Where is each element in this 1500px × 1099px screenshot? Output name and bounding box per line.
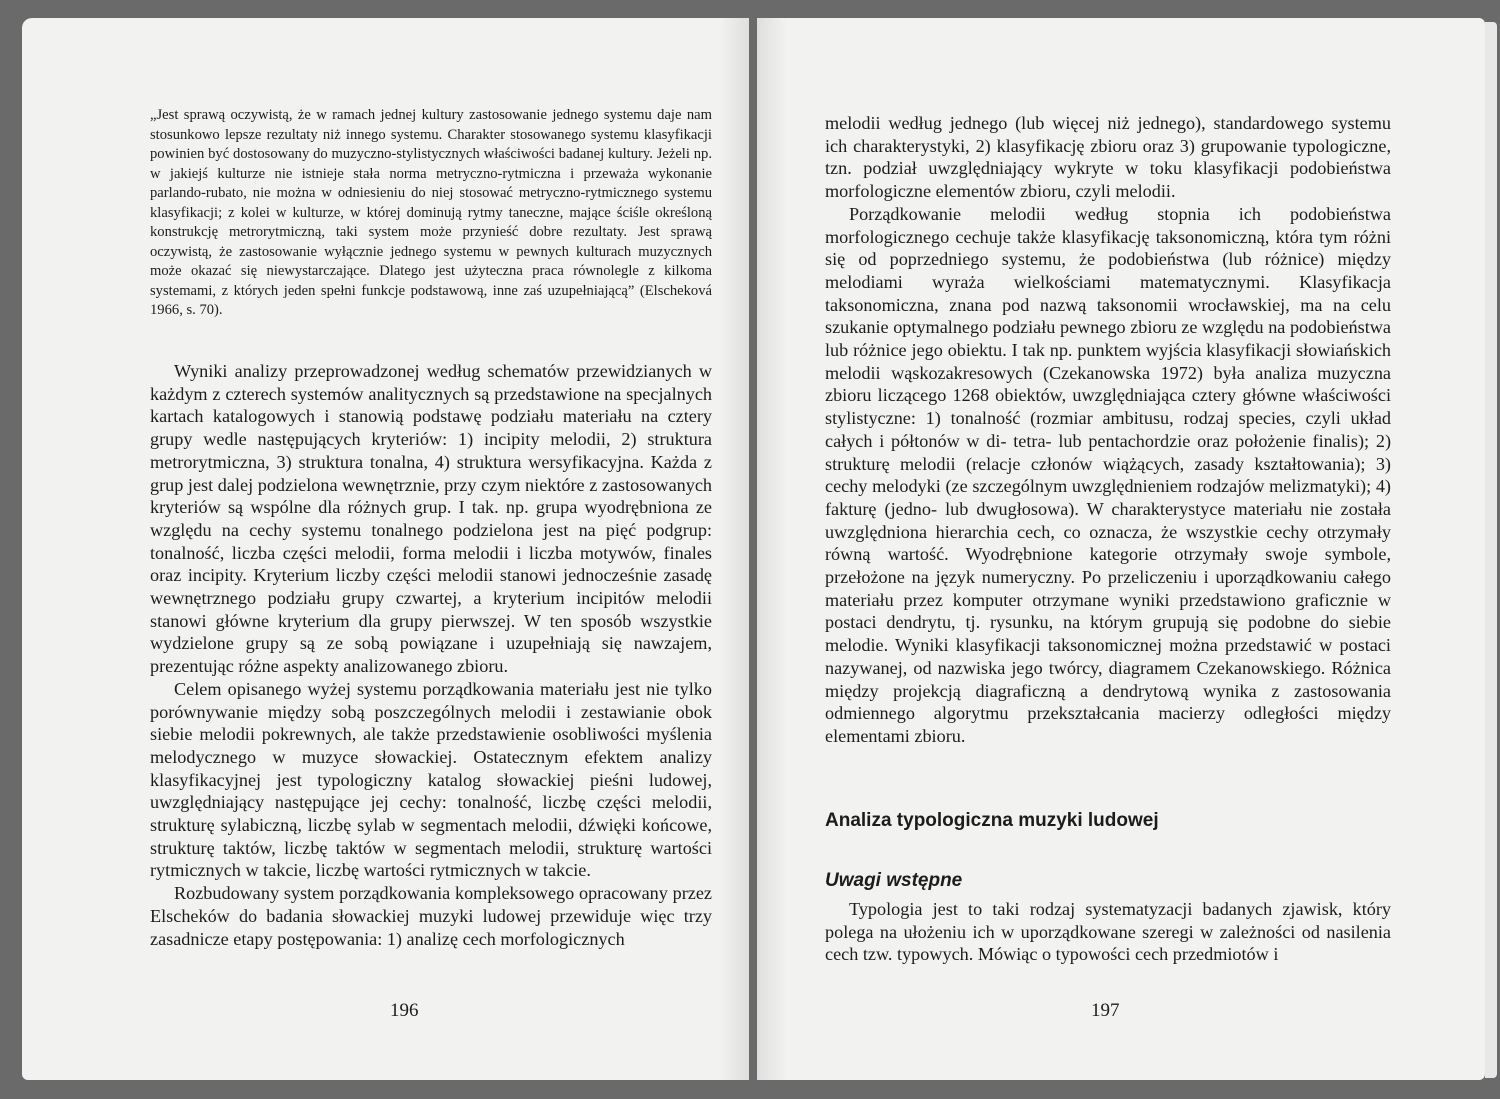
paragraph: Celem opisanego wyżej systemu porządkowania materiału jest nie tylko porównywanie między sobą poszczególnych melodii i zestawianie obok siebie melodii pokrewnych, ale także przedstawienie osobliwości myślenia melodycznego w muzyce słowackiej. Ostatecznym efektem analizy klasyfikacyjnej jest typologiczny katalog słowackiej pieśni ludowej, uwzględniający następujące jej cechy: tonalność, liczbę części melodii, strukturę sylabiczną, liczbę sylab w segmentach melodii, dźwięki końcowe, strukturę taktów, liczbę taktów w segmentach melodii, strukturę wartości rytmicznych w takcie, liczbę wartości rytmicznych w takcie. (150, 678, 712, 881)
page-number: 197 (1091, 1000, 1120, 1021)
paragraph: Typologia jest to taki rodzaj systematyzacji badanych zjawisk, który polega na ułożeniu ich w uporządkowane szeregi w zależności od nasilenia cech tzw. typowych. Mówiąc o typowości cech przedmiotów i (825, 899, 1391, 965)
sub-heading: Uwagi wstępne (825, 870, 963, 891)
gutter-shadow (719, 18, 749, 1080)
paragraph: Wyniki analizy przeprowadzonej według schematów przewidzianych w każdym z czterech systemów analitycznych są przedstawione na specjalnych kartach katalogowych i stanowią podstawę podziału materiału na cztery grupy wedle następujących kryteriów: 1) incipity melodii, 2) struktura metrorytmiczna, 3) struktura tonalna, 4) struktura wersyfikacyjna. Każda z grup jest dalej podzielona wewnętrznie, przy czym niektóre z zastosowanych kryteriów są wspólne dla różnych grup. I tak. np. grupa wyodrębniona ze względu na cechy systemu tonalnego podzielona jest na pięć podgrup: tonalność, liczba części melodii, forma melodii i liczba motywów, finales oraz incipity. Kryterium liczby części melodii stanowi jednocześnie zasadę wewnętrznego podziału grupy czwartej, a kryterium incipitów melodii stanowi główne kryterium dla grupy pierwszej. W ten sposób wszystkie wydzielone grupy są ze sobą powiązane i uzupełniają się nawzajem, prezentując różne aspekty analizowanego zbioru. (150, 361, 712, 677)
gutter-shadow (757, 18, 787, 1080)
section-heading: Analiza typologiczna muzyki ludowej (825, 810, 1159, 831)
paragraph: Rozbudowany system porządkowania kompleksowego opracowany przez Elscheków do badania słowackiej muzyki ludowej przewiduje więc trzy zasadnicze etapy postępowania: 1) analizę cech morfologicznych (150, 883, 712, 949)
paragraph: Porządkowanie melodii według stopnia ich podobieństwa morfologicznego cechuje także klasyfikację taksonomiczną, która tym różni się od poprzedniego systemu, że podobieństwa (lub różnice) między melodiami wyraża wielkościami matematycznymi. Klasyfikacja taksonomiczna, znana pod nazwą taksonomii wrocławskiej, ma na celu szukanie optymalnego podziału pewnego zbioru ze względu na podobieństwa lub różnice jego obiektu. I tak np. punktem wyjścia klasyfikacji słowiańskich melodii wąskozakresowych (Czekanowska 1972) była analiza muzyczna zbioru liczącego 1268 obiektów, uwzględniająca cztery główne właściwości stylistyczne: 1) tonalność (rozmiar ambitusu, rodzaj species, czyli układ całych i półtonów w di- tetra- lub pentachordzie oraz położenie finalis); 2) strukturę melodii (relacje członów wiążących, zasady kształtowania); 3) cechy melodyki (ze szczególnym uwzględnieniem rodzajów melizmatyki); 4) fakturę (jedno- lub dwugłosowa). W charakterystyce materiału nie została uwzględniona hierarchia cech, co oznacza, że wszystkie cechy otrzymały równą wartość. Wyodrębnione kategorie otrzymały swoje symbole, przełożone na język numeryczny. Po przeliczeniu i uporządkowaniu całego materiału przez komputer otrzymane wyniki przedstawiono graficznie w postaci dendrytu, tj. rysunku, na którym grupują się podobne do siebie melodie. Wyniki klasyfikacji taksonomicznej można przedstawić w postaci nazywanej, od nazwiska jego twórcy, diagramem Czekanowskiego. Różnica między projekcją diagraficzną a dendrytową wynika z zastosowania odmiennego algorytmu przekształcania macierzy odległości między elementami zbioru. (825, 203, 1391, 746)
page-number: 196 (390, 1000, 419, 1021)
block-quote: „Jest sprawą oczywistą, że w ramach jednej kultury zastosowanie jednego systemu daje nam stosunkowo lepsze rezultaty niż innego systemu. Charakter stosowanego systemu klasyfikacji powinien być dostosowany do muzyczno-stylistycznych właściwości badanej kultury. Jeżeli np. w jakiejś kulturze nie istnieje stała norma metryczno-rytmiczna i przeważa wykonanie parlando-rubato, nie można w odniesieniu do niej stosować metryczno-rytmicznego systemu klasyfikacji; z kolei w kulturze, w której dominują rytmy taneczne, mające ściśle określoną konstrukcję metrorytmiczną, taki system może przynieść dobre rezultaty. Jest sprawą oczywistą, że zastosowanie wyłącznie jednego systemu w pewnych kulturach muzycznych może okazać się niewystarczające. Dlatego jest użyteczna praca równolegle z kilkoma systemami, z których jeden spełni funkcje podstawową, inne zaś uzupełniającą” (Elscheková 1966, s. 70). (150, 107, 712, 318)
right-page (757, 18, 1485, 1080)
left-page (22, 18, 749, 1080)
right-body-text-2 (825, 898, 1391, 966)
left-body-text (150, 360, 712, 950)
paragraph: melodii według jednego (lub więcej niż jednego), standardowego systemu ich charakterystyki, 2) klasyfikację zbioru oraz 3) grupowanie typologiczne, tzn. podział uwzględniający wykryte w toku klasyfikacji podobieństwa morfologiczne elementów zbioru, czyli melodii. (825, 113, 1391, 202)
right-body-text (825, 112, 1391, 748)
page-edge (1485, 22, 1497, 1078)
